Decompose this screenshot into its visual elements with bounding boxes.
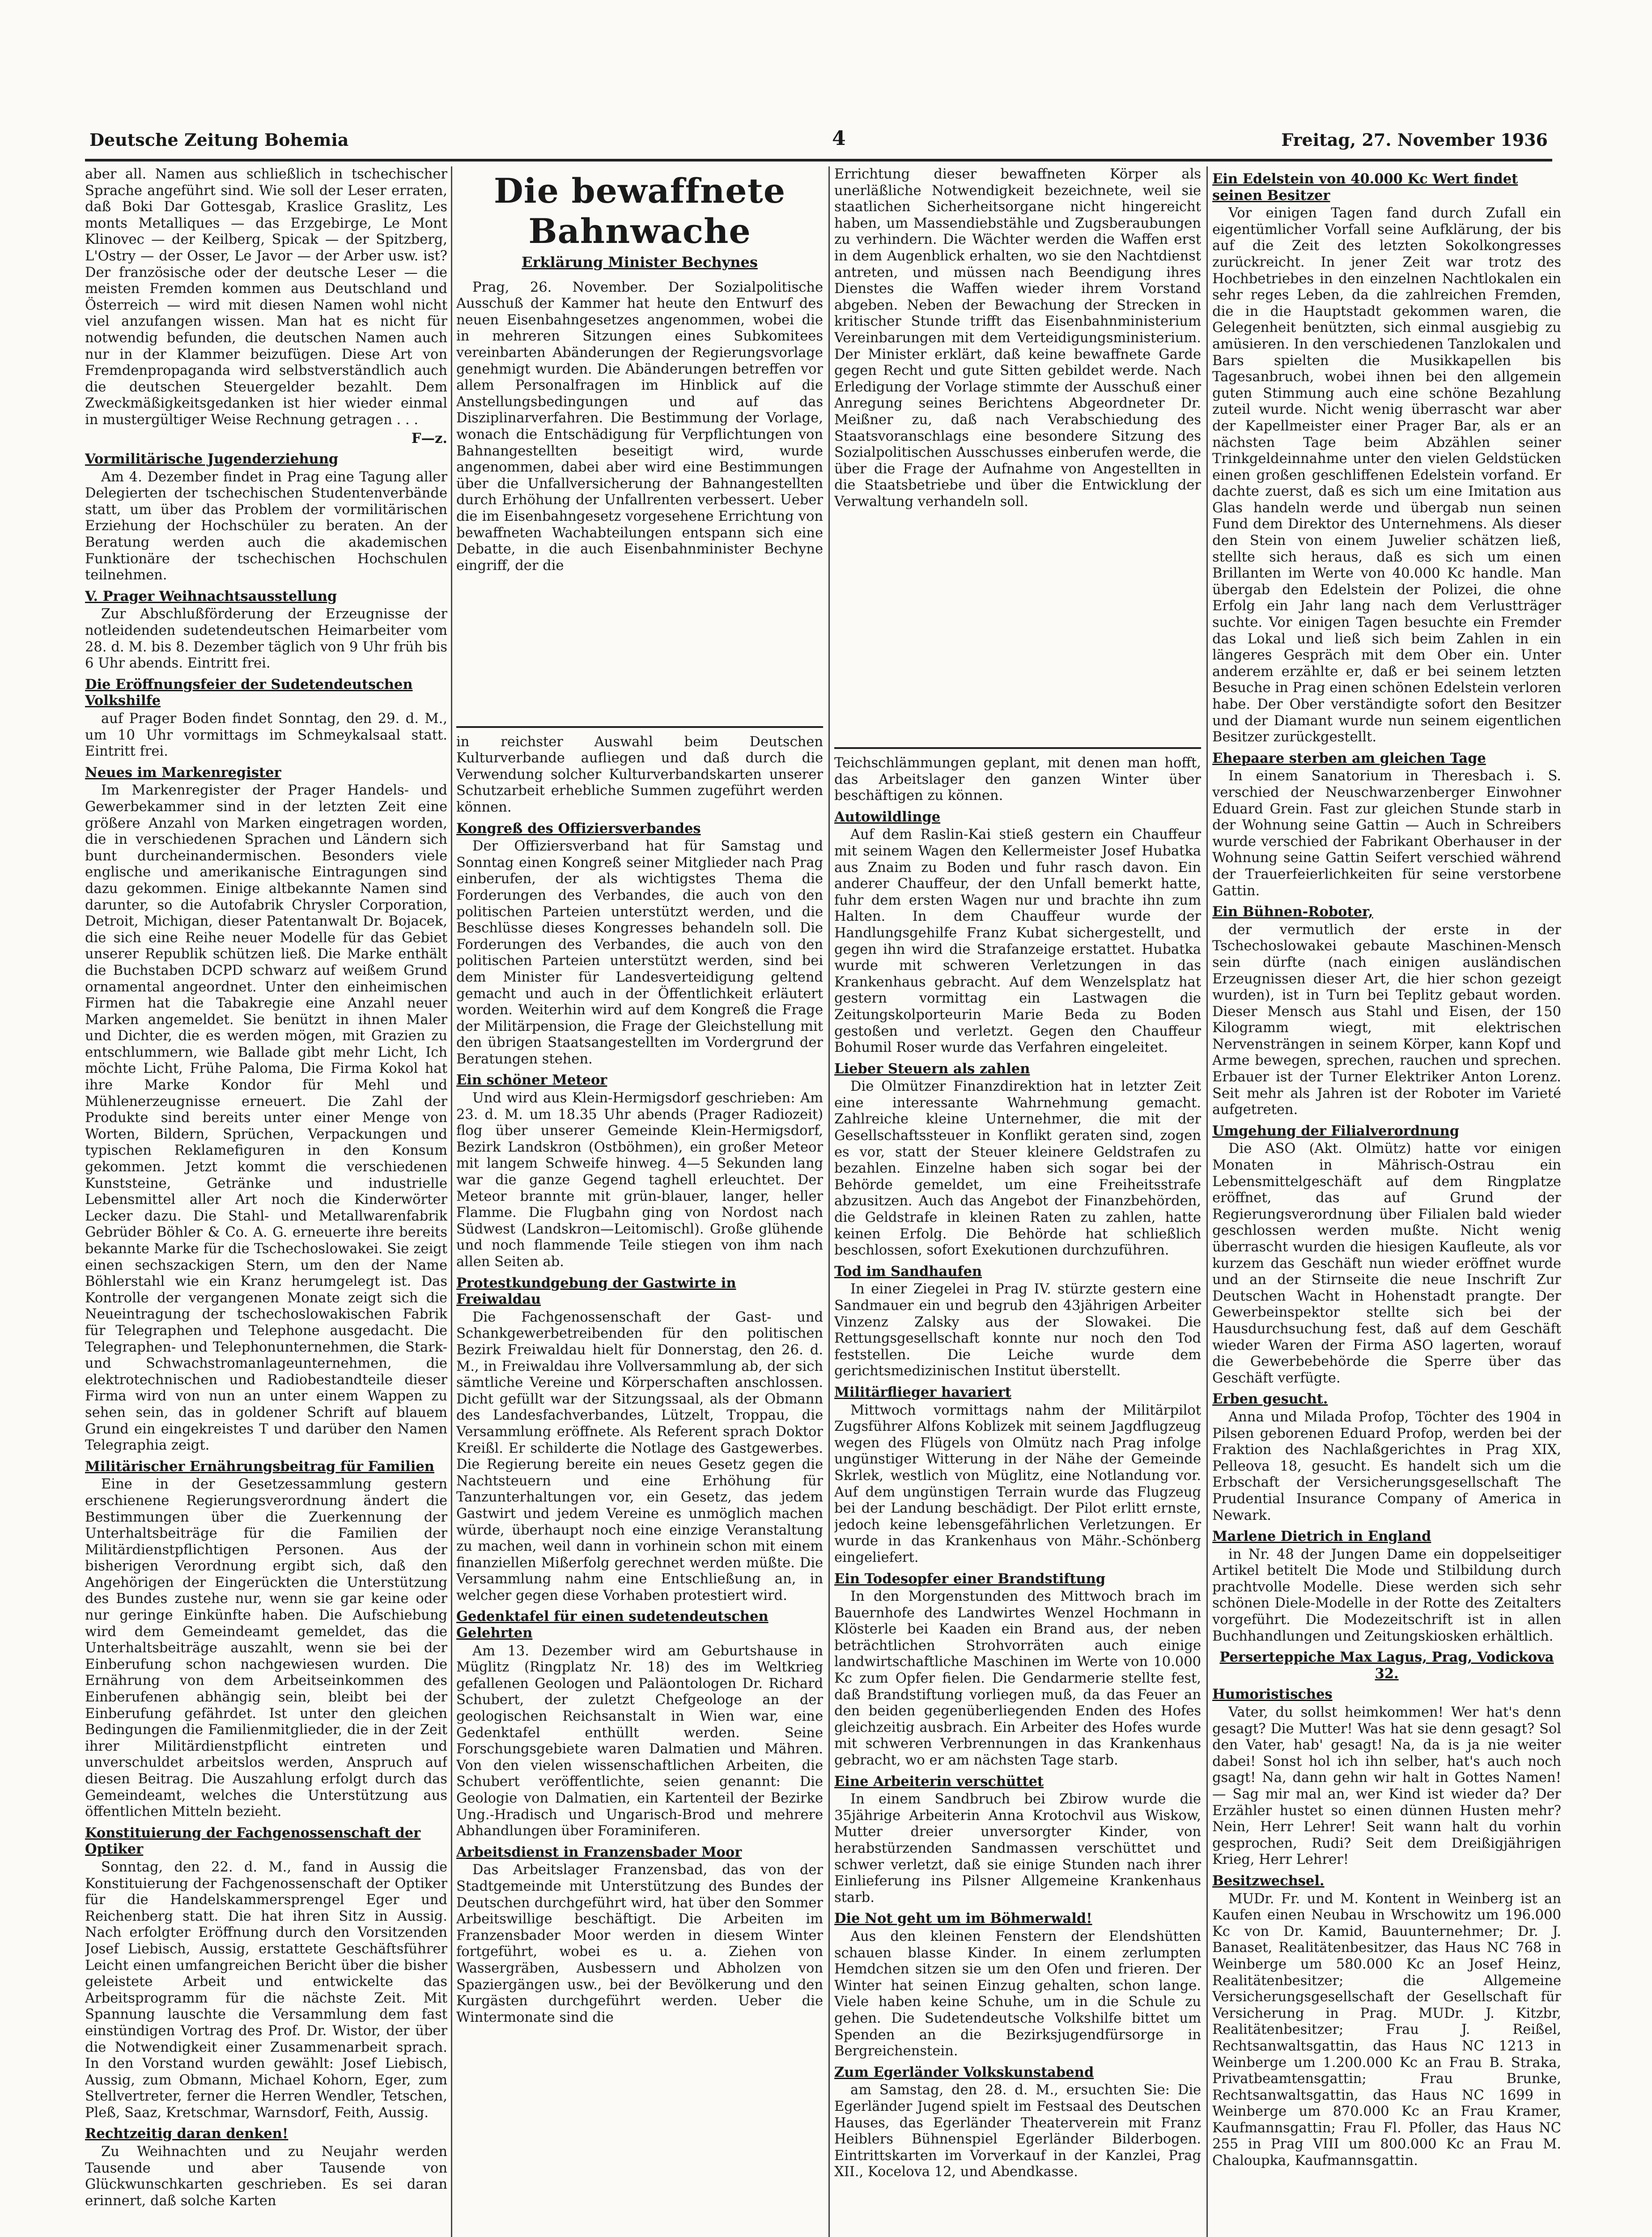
section-rule <box>834 747 1201 749</box>
article-heading: Autowildlinge <box>834 808 941 825</box>
article-heading: Die Eröffnungsfeier der Sudetendeutschen Volkshilfe <box>85 676 413 709</box>
lead-article-title: Die bewaffnete Bahnwache <box>493 171 786 251</box>
page-header <box>89 127 1548 157</box>
article-body: In den Morgenstunden des Mittwoch brach im Bauernhofe des Landwirtes Wenzel Hochmann in Klösterle bei Kaaden ein Brand aus, der neben beträchtlichen Strohvorräten auch einige landwirtschaftliche Maschinen im Werte von 10.000 Kc zum Opfer fielen. Die Gendarmerie stellte fest, daß Brandstiftung vorliegen muß, da das Feuer an den beiden gegenüberliegenden Enden des Hofes gleichzeitig ausbrach. Ein Arbeiter des Hofes wurde mit schweren Verbrennungen in das Krankenhaus gebracht, wo er am nächsten Tage starb. <box>834 1589 1201 1769</box>
column-divider <box>451 166 452 2237</box>
column-3 <box>834 166 1201 2237</box>
article-heading: Konstituierung der Fachgenossenschaft der Optiker <box>85 1824 421 1858</box>
article-body: Vater, du sollst heimkommen! Wer hat's denn gesagt? Die Mutter! Was hat sie denn gesagt? Sol den Vater, hab' gesagt! Na, da is ja nie weiter dabei! Sonst hol ich ihn selber, hat's auch noch gsagt! Na, dann gehn wir halt in Gottes Namen! — Sag mir mal an, wer Kind ist wieder da? Der Erzähler hustet so einen dünnen Husten mehr? Nein, Herr Lehrer! Seit wann halt du vorhin gesprochen, Rudi? Seit dem Dreißigjährigen Krieg, Herr Lehrer! <box>1212 1705 1561 1868</box>
article-body: Im Markenregister der Prager Handels- und Gewerbekammer sind in der letzten Zeit eine größere Anzahl von Marken eingetragen worden, die in verschiedenen Sprachen und Ländern sich bunt durcheinandermischen. Besonders viele englische und amerikanische Eintragungen sind dazu gekommen. Einige altbekannte Namen sind darunter, so die Autofabrik Chrysler Corporation, Detroit, Michigan, dieser Patentanwalt Dr. Bojacek, die sich eine Reihe neuer Modelle für das Gebiet unserer Republik schützen ließ. Die Marke enthält die Buchstaben DCPD schwarz auf weißem Grund ornamental angeordnet. Unter den einheimischen Firmen hat die Tabakregie eine Anzahl neuer Marken angemeldet. Sie benützt in ihnen Maler und Dichter, die es werden mögen, mit Grazien zu entschlummern, wie Ballade gibt mehr Licht, Ich möchte Licht, Frühe Paloma, Die Firma Kokol hat ihre Marke Kondor für Mehl und Mühlenerzeugnisse erneuert. Die Zahl der Produkte sind bereits unter einer Menge von Worten, Bildern, Sprüchen, Verpackungen und typischen Reklamefiguren in den Konsum gekommen. Jetzt kommt die verschiedenen Kunststeine, Getränke und industrielle Lebensmittel aller Art noch die Kinderwörter Lecker dazu. Die Stahl- und Metallwarenfabrik Gebrüder Böhler & Co. A. G. erneuerte ihre bereits bekannte Marke für die Tschechoslowakei. Sie zeigt einen sechszackigen Stern, um den der Name Böhlerstahl wie ein Kranz herumgelegt ist. Das Kontrolle der vergangenen Monate zeigt sich die Neueintragung der tschechoslowakischen Fabrik für Telegraphen und Telephone ausgedacht. Die Telegraphen- und Telephonunternehmen, die Stark- und Schwachstromanlageunternehmen, die elektrotechnischen und Radiobestandteile dieser Firma wird von nun an unter einem Wappen zu sehen sein, das in goldener Schrift auf blauem Grund ein eingekreistes T und darüber den Namen Telegraphia zeigt. <box>85 783 447 1454</box>
article-heading: Arbeitsdienst in Franzensbader Moor <box>456 1844 742 1860</box>
article-body: Die Olmützer Finanzdirektion hat in letzter Zeit eine interessante Wahrnehmung gemacht. Zahlreiche kleine Unternehmer, die mit der Gesellschaftssteuer in Konflikt geraten sind, zogen es vor, statt der Steuer kleinere Geldstrafen zu bezahlen. Einzelne haben sich sogar bei der Behörde gemeldet, um eine Freiheitsstrafe abzusitzen. Auch das Angebot der Finanzbehörden, die Geldstrafe in kleinen Raten zu zahlen, hatte keinen Erfolg. Die Behörde hat schließlich beschlossen, sofort Exekutionen durchzuführen. <box>834 1079 1201 1259</box>
article-heading: Kongreß des Offiziersverbandes <box>456 820 701 837</box>
article-body: Auf dem Raslin-Kai stieß gestern ein Chauffeur mit seinem Wagen den Kellermeister Josef Hubatka aus Znaim zu Boden und fuhr rasch davon. Ein anderer Chauffeur, der den Unfall bemerkt hatte, fuhr dem ersten Wagen nur und brachte ihn zum Halten. In dem Chauffeur wurde der Handlungsgehilfe Franz Kubat sichergestellt, und gegen ihn wird die Strafanzeige erstattet. Hubatka wurde mit schweren Verletzungen in das Krankenhaus gebracht. Auf dem Wenzelsplatz hat gestern vormittag ein Lastwagen die Zeitungskolporteurin Marie Beda zu Boden gestoßen und verletzt. Gegen den Chauffeur Bohumil Roser wurde das Verfahren eingeleitet. <box>834 827 1201 1056</box>
page-number: 4 <box>832 127 846 150</box>
article-heading: V. Prager Weihnachtsausstellung <box>85 588 337 604</box>
article-heading: Neues im Markenregister <box>85 764 281 781</box>
article-heading: Ein Todesopfer einer Brandstiftung <box>834 1570 1106 1587</box>
article-heading: Zum Egerländer Volkskunstabend <box>834 2064 1094 2080</box>
article-heading: Ein schöner Meteor <box>456 1072 607 1089</box>
header-rule <box>85 159 1552 162</box>
article-heading: Umgehung der Filialverordnung <box>1212 1123 1460 1139</box>
article-heading: Rechtzeitig daran denken! <box>85 2126 289 2142</box>
article-heading: Militärflieger havariert <box>834 1384 1011 1400</box>
article-heading: Tod im Sandhaufen <box>834 1263 982 1280</box>
section-rule <box>456 726 823 728</box>
column-divider <box>1206 166 1208 2237</box>
article-body: Am 13. Dezember wird am Geburtshause in Müglitz (Ringplatz Nr. 18) des im Weltkrieg gefallenen Geologen und Paläontologen Dr. Richard Schubert, der zuletzt Chefgeologe an der geologischen Reichsanstalt in Wien war, eine Gedenktafel enthüllt werden. Seine Forschungsgebiete waren Dalmatien und Mähren. Von den vielen wissenschaftlichen Arbeiten, die Schubert veröffentlichte, seien genannt: Die Geologie von Dalmatien, ein Kartenteil der Bezirke Ung.-Hradisch und Ungarisch-Brod und mehrere Abhandlungen über Foraminiferen. <box>456 1643 823 1839</box>
article-heading: Die Not geht um im Böhmerwald! <box>834 1910 1092 1927</box>
issue-date: Freitag, 27. November 1936 <box>1281 130 1548 150</box>
article-body: Vor einigen Tagen fand durch Zufall ein eigentümlicher Vorfall seine Aufklärung, der bis auf die Zeit des letzten Sokolkongresses zurückreicht. In jener Zeit war trotz des Hochbetriebes in den einzelnen Nachtlokalen ein sehr reges Leben, da die zahlreichen Fremden, die in die Hauptstadt gekommen waren, die Gelegenheit benützten, sich einmal ausgiebig zu amüsieren. In den verschiedenen Tanzlokalen und Bars spielten die Musikkapellen bis Tagesanbruch, wobei ihnen bei den allgemein guten Stimmung auch eine schöne Bezahlung zuteil wurde. Nicht wenig überrascht war aber der Kapellmeister einer Prager Bar, als er an nächsten Tage beim Abzählen seiner Trinkgeldeinnahme unter den vielen Geldstücken einen großen geschliffenen Edelstein vorfand. Er dachte zuerst, daß es sich um eine Imitation aus Glas handeln werde und übergab nun seinen Fund dem Direktor des Unternehmens. Als dieser den Stein von einem Juwelier schätzen ließ, stellte sich heraus, daß es sich um einen Brillanten im Werte von 40.000 Kc handle. Man übergab den Edelstein der Polizei, die ohne Erfolg ein Jahr lang nach dem Verlustträger suchte. Vor einigen Tagen besuchte ein Fremder das Lokal und ließ sich beim Zahlen in ein längeres Gespräch mit dem Ober ein. Unter anderem erzählte er, daß er bei seinem letzten Besuche in Prag einen schönen Edelstein verloren habe. Der Ober verständigte sofort den Besitzer und der Diamant wurde nun seinem eigentlichen Besitzer zurückgestellt. <box>1212 205 1561 745</box>
article-body: Am 4. Dezember findet in Prag eine Tagung aller Delegierten der tschechischen Studentenverbände statt, um über das Problem der vormilitärischen Erziehung der Hochschüler zu beraten. An der Beratung werden auch die akademischen Funktionäre der tschechischen Hochschulen teilnehmen. <box>85 469 447 583</box>
article-body: Und wird aus Klein-Hermigsdorf geschrieben: Am 23. d. M. um 18.35 Uhr abends (Prager Radiozeit) flog über unserer Gemeinde Klein-Hermigsdorf, Bezirk Landskron (Ostböhmen), ein großer Meteor mit langem Schweife hinweg. 4—5 Sekunden lang war die ganze Gegend taghell erleuchtet. Der Meteor brannte mit grün-blauer, langer, heller Flamme. Die Flugbahn ging von Nordost nach Südwest (Landskron—Leitomischl). Große glühende und noch flammende Teile stiegen von ihm nach allen Seiten ab. <box>456 1090 823 1270</box>
lead-article-body-cont: Errichtung dieser bewaffneten Körper als unerläßliche Notwendigkeit bezeichnete, weil sie staatlichen Sicherheitsorgane nicht hingereicht haben, um Massendiebstähle und Zugsberaubungen zu verhindern. Die Wächter werden die Waffen erst in dem Augenblick erhalten, wo sie den Nachtdienst antreten, und müssen nach Beendigung ihres Dienstes die Waffen wieder ihrem Vorstand abgeben. Neben der Bewachung der Strecken in kritischer Stunde trifft das Eisenbahnministerium Vereinbarungen mit dem Verteidigungsministerium. Der Minister erklärt, daß keine bewaffnete Garde gegen Recht und gute Sitten gebildet werde. Nach Erledigung der Vorlage stimmte der Ausschuß einer Anregung seines Berichtens Abgeordneter Dr. Meißner zu, daß nach Verabschiedung des Staatsvoranschlags eine besondere Sitzung des Sozialpolitischen Ausschusses einberufen werde, die über die Frage der Aufnahme von Angestellten in die Staatsbetriebe und über die Entwicklung der Verwaltung verhandeln soll. <box>834 166 1201 510</box>
article-heading: Gedenktafel für einen sudetendeutschen Gelehrten <box>456 1608 769 1642</box>
article-heading: Lieber Steuern als zahlen <box>834 1060 1030 1077</box>
article-heading: Vormilitärische Jugenderziehung <box>85 451 339 468</box>
article-body: in Nr. 48 der Jungen Dame ein doppelseitiger Artikel betitelt Die Mode und Stilbildung durch prachtvolle Modelle. Diese werden sich sehr schönen Diele-Modelle in der Rotte des Zeitalters vorgeführt. Die Modezeitschrift ist in allen Buchhandlungen und Zeitungskiosken erhältlich. <box>1212 1546 1561 1644</box>
article-body: Die Fachgenossenschaft der Gast- und Schankgewerbetreibenden für den politischen Bezirk Freiwaldau hielt für Donnerstag, den 26. d. M., in Freiwaldau ihre Vollversammlung ab, der sich sämtliche Vereine und Körperschaften anschlossen. Dicht gefüllt war der Sitzungssaal, als der Obmann des Landesfachverbandes, Lützelt, Troppau, die Versammlung eröffnete. Als Referent sprach Doktor Kreißl. Er schilderte die Notlage des Gastgewerbes. Die Regierung bereite ein neues Gesetz gegen die Nachtsteuern und eine Erhöhung für Tanzunterhaltungen vor, ein Gesetz, das jedem Gastwirt und jedem Vereine es unmöglich machen würde, überhaupt noch eine einzige Veranstaltung zu machen, weil dann in vorhinein schon mit einem finanziellen Mißerfolg gerechnet werden müßte. Die Versammlung nahm eine Entschließung an, in welcher gegen diese Vorhaben protestiert wird. <box>456 1309 823 1603</box>
article-heading: Ehepaare sterben am gleichen Tage <box>1212 750 1486 766</box>
article-heading: Marlene Dietrich in England <box>1212 1528 1431 1545</box>
newspaper-name: Deutsche Zeitung Bohemia <box>89 130 349 150</box>
article-body: der vermutlich der erste in der Tschechoslowakei gebaute Maschinen-Mensch sein dürfte (nach einigen ausländischen Erzeugnissen dieser Art, die hier schon gezeigt wurden), ist in Turn bei Teplitz gebaut worden. Dieser Mensch aus Stahl und Eisen, der 150 Kilogramm wiegt, mit elektrischen Nervensträngen in seinem Körper, kann Kopf und Arme bewegen, sprechen, rauchen und sprechen. Erbauer ist der Turner Elektriker Anton Lorenz. Seit mehr als Jahren ist der Roboter im Varieté aufgetreten. <box>1212 922 1561 1118</box>
article-heading: Besitzwechsel. <box>1212 1872 1325 1889</box>
article-continuation: in reichster Auswahl beim Deutschen Kulturverbande aufliegen und daß durch die Verwendung solcher Kulturverbandskarten unserer Schutzarbeit erhebliche Summen zugeführt werden können. <box>456 734 823 815</box>
article-heading: Protestkundgebung der Gastwirte in Freiwaldau <box>456 1275 736 1308</box>
article-continuation: Teichschlämmungen geplant, mit denen man hofft, das Arbeitslager den ganzen Winter über beschäftigen zu können. <box>834 755 1201 804</box>
advertisement-line: Perserteppiche Max Lagus, Prag, Vodickova 32. <box>1219 1649 1554 1682</box>
article-continuation: aber all. Namen aus schließlich in tschechischer Sprache angeführt sind. Wie soll der Leser erraten, daß Boki Dar Gottesgab, Kraslice Graslitz, Les monts Metalliques — das Erzgebirge, Le Mont Klinovec — der Keilberg, Spicak — der Spitzberg, L'Ostry — der Osser, Le Javor — der Arber usw. ist? Der französische oder der deutsche Leser — die meisten Fremden kommen aus Deutschland und Österreich — wird mit diesen Namen wohl nicht viel anzufangen wissen. Man hat es nicht für notwendig befunden, die deutschen Namen auch nur in der Klammer beizufügen. Diese Art von Fremdenpropaganda wird selbstverständlich auch die deutschen Steuergelder bezahlt. Dem Zweckmäßigkeitsgedanken ist hier wieder einmal in mustergültiger Weise Rechnung getragen . . . <box>85 166 447 428</box>
lead-article-subtitle: Erklärung Minister Bechynes <box>522 254 758 271</box>
article-heading: Humoristisches <box>1212 1686 1333 1703</box>
column-1 <box>85 166 447 2237</box>
article-body: auf Prager Boden findet Sonntag, den 29. d. M., um 10 Uhr vormittags im Schmeykalsaal statt. Eintritt frei. <box>85 711 447 760</box>
column-divider <box>828 166 830 2237</box>
article-body: Sonntag, den 22. d. M., fand in Aussig die Konstituierung der Fachgenossenschaft der Optiker für die Handelskammersprengel Eger und Reichenberg statt. Die hat ihren Sitz in Aussig. Nach erfolgter Eröffnung durch den Vorsitzenden Josef Liebisch, Aussig, erstattete Geschäftsführer Leicht einen umfangreichen Bericht über die bisher geleistete Arbeit und entwickelte das Arbeitsprogramm für die nächste Zeit. Mit Spannung lauschte die Versammlung dem fast einstündigen Vortrag des Prof. Dr. Wistor, der über die Notwendigkeit einer Zusammenarbeit sprach. In den Vorstand wurden gewählt: Josef Liebisch, Aussig, zum Obmann, Michael Kohorn, Eger, zum Stellvertreter, ferner die Herren Wendler, Tetschen, Pleß, Saaz, Kretschmar, Warnsdorf, Feith, Aussig. <box>85 1859 447 2121</box>
article-heading: Erben gesucht. <box>1212 1391 1328 1408</box>
article-body: In einer Ziegelei in Prag IV. stürzte gestern eine Sandmauer ein und begrub den 43jährigen Arbeiter Vinzenz Zalsky aus der Slowakei. Die Rettungsgesellschaft konnte nur noch den Tod feststellen. Die Leiche wurde dem gerichtsmedizinischen Institut überstellt. <box>834 1281 1201 1379</box>
article-body: In einem Sandbruch bei Zbirow wurde die 35jährige Arbeiterin Anna Krotochvil aus Wiskow, Mutter dreier unversorgter Kinder, von herabstürzenden Sandmassen verschüttet und schwer verletzt, daß sie einige Stunden nach ihrer Einlieferung ins Pilsner Allgemeine Krankenhaus starb. <box>834 1791 1201 1905</box>
article-heading: Ein Bühnen-Roboter, <box>1212 904 1373 920</box>
article-body: Die ASO (Akt. Olmütz) hatte vor einigen Monaten in Mährisch-Ostrau ein Lebensmittelgeschäft auf dem Ringplatze eröffnet, das auf Grund der Regierungsverordnung über Filialen bald wieder geschlossen werden mußte. Nicht wenig überrascht wurden die hiesigen Kaufleute, als vor kurzem das Geschäft nun wieder eröffnet wurde und an der Stirnseite die neue Inschrift Zur Deutschen Wacht in Hohenstadt prangte. Der Gewerbeinspektor stellte sich bei der Hausdurchsuchung fest, daß auf dem Geschäft wieder Waren der Firma ASO lagerten, worauf die Gewerbebehörde die Sperre über das Geschäft verfügte. <box>1212 1141 1561 1386</box>
article-body: Zur Abschlußförderung der Erzeugnisse der notleidenden sudetendeutschen Heimarbeiter vom 28. d. M. bis 8. Dezember täglich von 9 Uhr früh bis 6 Uhr abends. Eintritt frei. <box>85 606 447 672</box>
article-body: In einem Sanatorium in Theresbach i. S. verschied der Neuschwarzenberger Einwohner Eduard Grein. Fast zur gleichen Stunde starb in der Wohnung seine Gattin — Auch in Schreibers wurde verschied der Fabrikant Oberhauser in der Wohnung seine Gattin Seifert verschied während der Trauerfeierlichkeiten für seine verstorbene Gattin. <box>1212 768 1561 899</box>
article-body: Eine in der Gesetzessammlung gestern erschienene Regierungsverordnung ändert die Bestimmungen über die Zuerkennung der Unterhaltsbeiträge für die Familien der Militärdienstpflichtigen Personen. Aus der bisherigen Verordnung ergibt sich, daß den Angehörigen der Eingerückten die Unterstützung des Bundes zustehe nur, wenn sie gar keine oder nur geringe Einkünfte haben. Die Aufschiebung wird dem Gemeindeamt gemeldet, das die Unterhaltsbeiträge auszahlt, wenn sie bei der Einberufung schon nachgewiesen wurden. Die Ernährung von dem Arbeitseinkommen des Einberufenen abhängig sein, bleibt bei der Einberufung gefährdet. Ist unter den gleichen Bedingungen die Familienmitglieder, die in der Zeit ihrer Militärdienstpflicht eintreten und unverschuldet arbeitslos werden, Anspruch auf diesen Beitrag. Die Auszahlung erfolgt durch das Gemeindeamt, welches die Unterstützung aus öffentlichen Mitteln bezieht. <box>85 1476 447 1820</box>
article-heading: Ein Edelstein von 40.000 Kc Wert findet seinen Besitzer <box>1212 171 1518 204</box>
article-heading: Militärischer Ernährungsbeitrag für Familien <box>85 1458 434 1475</box>
article-body: Zu Weihnachten und zu Neujahr werden Tausende und aber Tausende von Glückwunschkarten geschrieben. Es sei daran erinnert, daß solche Karten <box>85 2144 447 2209</box>
article-body: Der Offiziersverband hat für Samstag und Sonntag einen Kongreß seiner Mitglieder nach Prag einberufen, der als wichtigstes Thema die Forderungen des Verbandes, die auch von den politischen Parteien unterstützt werden, und die Beschlüsse dieses Kongresses behandeln soll. Die Forderungen des Verbandes, die auch von den politischen Parteien unterstützt werden, sind bei dem Minister für Landesverteidigung geltend gemacht und auch in der Öffentlichkeit erläutert worden. Weiterhin wird auf dem Kongreß die Frage der Militärpension, die Frage der Gleichstellung mit den übrigen Staatsangestellten im Vordergrund der Beratungen stehen. <box>456 838 823 1067</box>
column-4 <box>1212 166 1561 2237</box>
article-body: Das Arbeitslager Franzensbad, das von der Stadtgemeinde mit Unterstützung des Bundes der Deutschen durchgeführt wird, hat über den Sommer Arbeitswillige beschäftigt. Die Arbeiten im Franzensbader Moor werden in diesem Winter fortgeführt, wobei es u. a. Ziehen von Wassergräben, Ausbessern und Abholzen von Spaziergängen usw., bei der Bevölkerung und den Kurgästen durchgeführt werden. Ueber die Wintermonate sind die <box>456 1862 823 2025</box>
author-signature: F—z. <box>411 430 447 447</box>
article-body: MUDr. Fr. und M. Kontent in Weinberg ist an Kaufen einen Neubau in Wrschowitz um 196.000 Kc von Dr. Kamid, Bauunternehmer; Dr. J. Banaset, Realitätenbesitzer, das Haus NC 768 in Weinberge um 580.000 Kc an Josef Heinz, Realitätenbesitzer; die Allgemeine Versicherungsgesellschaft der Gesellschaft für Versicherung in Prag. MUDr. J. Kitzbr, Realitätenbesitzer; Frau J. Reißel, Rechtsanwaltsgattin, das Haus NC 1213 in Weinberge um 1.200.000 Kc an Frau B. Straka, Privatbeamtensgattin; Frau Brunke, Rechtsanwaltsgattin, das Haus NC 1699 in Weinberge um 870.000 Kc an Frau Kramer, Kaufmannsgattin; Frau Fl. Pfoller, das Haus NC 255 in Prag VIII um 800.000 Kc an Frau M. Chaloupka, Kaufmannsgattin. <box>1212 1891 1561 2169</box>
article-body: Anna und Milada Profop, Töchter des 1904 in Pilsen geborenen Eduard Profop, werden bei der Fraktion des Nachlaßgerichtes in Prag XIX, Pelleova 18, gesucht. Es handelt sich um die Erbschaft der Versicherungsgesellschaft The Prudential Insurance Company of America in Newark. <box>1212 1409 1561 1523</box>
article-body: am Samstag, den 28. d. M., ersuchten Sie: Die Egerländer Jugend spielt im Festsaal des Deutschen Hauses, das Egerländer Theaterverein mit Franz Heiblers Bühnenspiel Egerländer Bilderbogen. Eintrittskarten im Vorverkauf in der Kanzlei, Prag XII., Kocelova 12, und Abendkasse. <box>834 2082 1201 2180</box>
article-body: Aus den kleinen Fenstern der Elendshütten schauen blasse Kinder. In einem zerlumpten Hemdchen sitzen sie um den Ofen und frieren. Der Winter hat seinen Einzug gehalten, schon lange. Viele haben keine Schuhe, um in die Schule zu gehen. Die Sudetendeutsche Volkshilfe bittet um Spenden an die Bezirksjugendfürsorge in Bergreichenstein. <box>834 1928 1201 2059</box>
lead-article-body: Prag, 26. November. Der Sozialpolitische Ausschuß der Kammer hat heute den Entwurf des neuen Eisenbahngesetzes angenommen, wobei die in mehreren Sitzungen eines Subkomitees vereinbarten Abänderungen der Regierungsvorlage genehmigt wurden. Die Abänderungen betreffen vor allem Personalfragen im Hinblick auf die Anstellungsbedingungen und auf das Disziplinarverfahren. Die Bestimmung der Vorlage, wonach die Entschädigung für Verpflichtungen von Bahnangestellten beseitigt wird, wurde angenommen, dabei aber wird eine Bestimmungen über die Unfallversicherung der Bahnangestellten durch Erhöhung der Unfallrenten verbessert. Ueber die im Eisenbahngesetz vorgesehene Errichtung von bewaffneten Wachabteilungen entspann sich eine Debatte, in die auch Eisenbahnminister Bechyne eingriff, der die <box>456 279 823 574</box>
article-body: Mittwoch vormittags nahm der Militärpilot Zugsführer Alfons Koblizek mit seinem Jagdflugzeug wegen des Flügels von Olmütz nach Prag infolge ungünstiger Witterung in der Nähe der Gemeinde Skrlek, westlich von Müglitz, eine Notlandung vor. Auf dem ungünstigen Terrain wurde das Flugzeug bei der Landung beschädigt. Der Pilot erlitt ernste, jedoch keine lebensgefährlichen Verletzungen. Er wurde in das Krankenhaus von Mähr.-Schönberg eingeliefert. <box>834 1402 1201 1565</box>
column-2 <box>456 166 823 2237</box>
article-heading: Eine Arbeiterin verschüttet <box>834 1773 1044 1790</box>
